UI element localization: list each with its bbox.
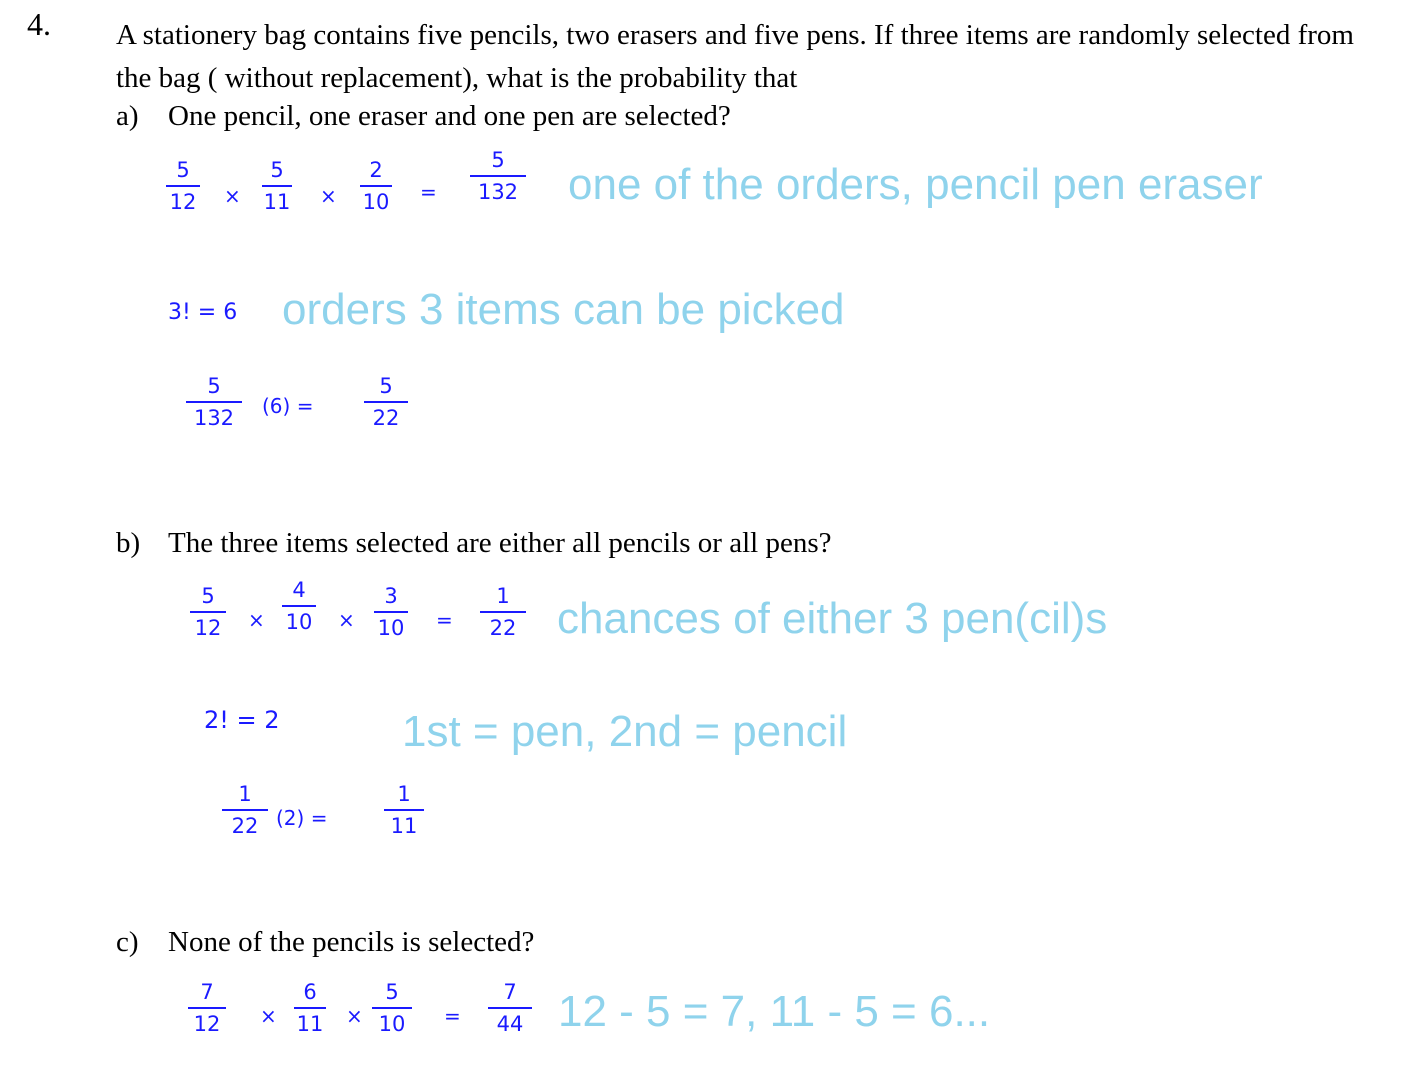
part-a-prompt bbox=[116, 100, 731, 133]
b-fraction-3: 3 10 bbox=[374, 584, 408, 640]
part-c-prompt bbox=[116, 926, 534, 959]
part-b-label: b) bbox=[116, 527, 141, 559]
a-fraction-2: 5 11 bbox=[263, 158, 291, 214]
a-times-2: × bbox=[320, 184, 337, 208]
b-times-2: × bbox=[338, 608, 355, 632]
a-equals: = bbox=[420, 180, 437, 204]
b-fraction-4: 1 22 bbox=[222, 782, 268, 838]
a-result-1: 5 132 bbox=[470, 148, 526, 204]
c-result-1: 7 44 bbox=[488, 980, 532, 1036]
a-note-1: one of the orders, pencil pen eraser bbox=[568, 160, 1263, 209]
b-result-1: 1 22 bbox=[480, 584, 526, 640]
b-multiply-2: (2) = bbox=[276, 806, 328, 830]
b-factorial: 2! = 2 bbox=[204, 706, 280, 734]
c-times-1: × bbox=[260, 1004, 277, 1028]
a-fraction-3: 2 10 bbox=[360, 158, 392, 214]
a-fraction-4: 5 132 bbox=[186, 374, 242, 430]
c-fraction-1: 7 12 bbox=[188, 980, 226, 1036]
part-b-prompt bbox=[116, 527, 831, 560]
c-note-1: 12 - 5 = 7, 11 - 5 = 6... bbox=[558, 987, 991, 1036]
b-fraction-1: 5 12 bbox=[190, 584, 226, 640]
a-multiply-6: (6) = bbox=[262, 394, 314, 418]
a-factorial: 3! = 6 bbox=[168, 300, 238, 325]
b-note-2: 1st = pen, 2nd = pencil bbox=[402, 707, 848, 756]
part-c-text: None of the pencils is selected? bbox=[168, 926, 535, 958]
b-times-1: × bbox=[248, 608, 265, 632]
question-stem: A stationery bag contains five pencils, two erasers and five pens. If three items are randomly selected from the bag ( without replacement), what is the probability that bbox=[116, 19, 1354, 94]
c-times-2: × bbox=[346, 1004, 363, 1028]
b-fraction-2: 4 10 bbox=[282, 578, 316, 634]
c-equals: = bbox=[444, 1004, 461, 1028]
question-number: 4. bbox=[27, 6, 51, 42]
part-a-text: One pencil, one eraser and one pen are selected? bbox=[168, 100, 731, 132]
b-equals: = bbox=[436, 608, 453, 632]
c-fraction-2: 6 11 bbox=[294, 980, 326, 1036]
a-times-1: × bbox=[224, 184, 241, 208]
a-note-2: orders 3 items can be picked bbox=[282, 285, 845, 334]
b-note-1: chances of either 3 pen(cil)s bbox=[557, 594, 1108, 643]
part-c-label: c) bbox=[116, 926, 139, 958]
a-fraction-1: 5 12 bbox=[166, 158, 200, 214]
part-b-text: The three items selected are either all pencils or all pens? bbox=[168, 527, 832, 559]
a-result-2: 5 22 bbox=[364, 374, 408, 430]
c-fraction-3: 5 10 bbox=[372, 980, 412, 1036]
b-result-2: 1 11 bbox=[384, 782, 424, 838]
part-a-label: a) bbox=[116, 100, 139, 132]
